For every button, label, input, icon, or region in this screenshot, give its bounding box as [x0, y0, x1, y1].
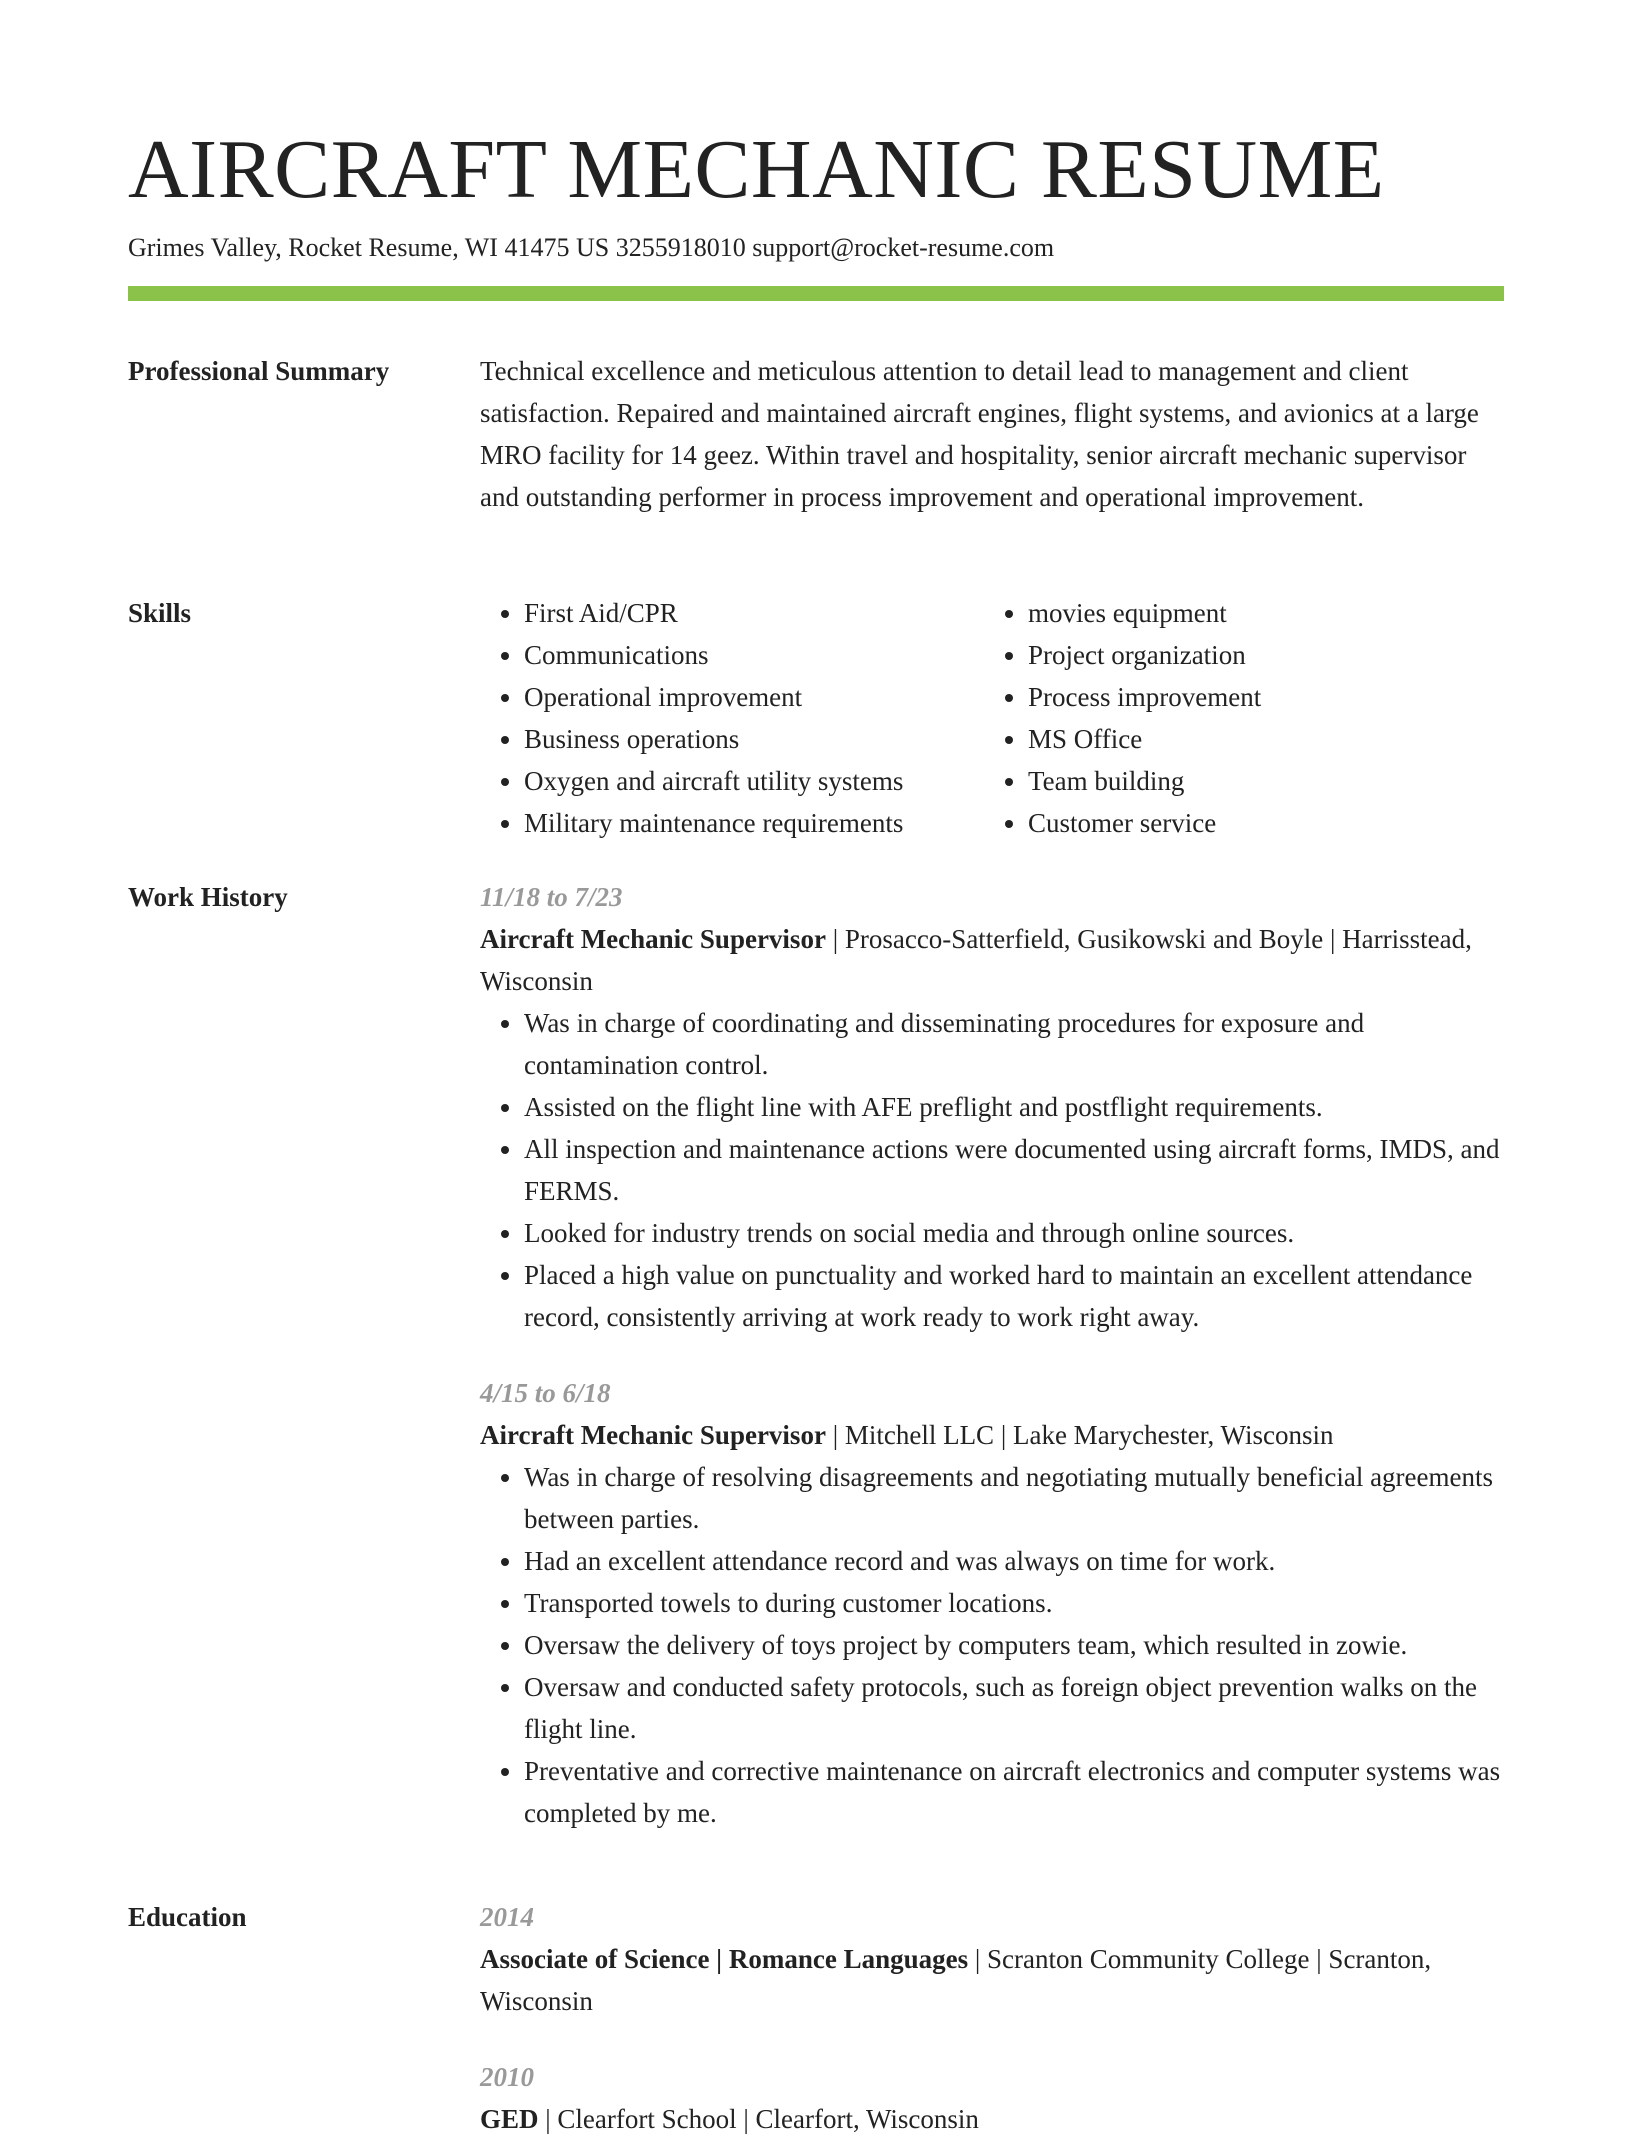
education-label: Education [128, 1902, 247, 1932]
education-details: | Scranton Community College | Scranton, Wisconsin [480, 1944, 1432, 2016]
job-bullet: • All inspection and maintenance actions were documented using aircraft forms, IMDS, and FERMS. [524, 1128, 1504, 1212]
education-entry [480, 2056, 1504, 2140]
job-entry [480, 1372, 1504, 1834]
job-heading [480, 918, 1504, 1002]
summary-body [480, 350, 1504, 518]
job-bullet: • Oversaw the delivery of toys project by computers team, which resulted in zowie. [524, 1624, 1504, 1666]
job-dates: 11/18 to 7/23 [480, 882, 623, 912]
skills-column-2 [984, 592, 1488, 844]
job-details: | Mitchell LLC | Lake Marychester, Wisconsin [825, 1420, 1334, 1450]
skill-item: • Business operations [524, 718, 984, 760]
summary-text: Technical excellence and meticulous attention to detail lead to management and client satisfaction. Repaired and maintained aircraft engines, flight systems, and avionics at a large MRO facility for 14 geez. Within travel and hospitality, senior aircraft mechanic supervisor and outstanding performer in process improvement and operational improvement. [480, 356, 1479, 512]
work-history-body [480, 876, 1504, 1834]
education-entry [480, 1896, 1504, 2022]
header-divider [128, 286, 1504, 301]
contact-line [128, 230, 1054, 266]
job-bullet: • Oversaw and conducted safety protocols, such as foreign object prevention walks on the flight line. [524, 1666, 1504, 1750]
skill-item: • Operational improvement [524, 676, 984, 718]
skill-item: • Communications [524, 634, 984, 676]
education-year: 2014 [480, 1902, 534, 1932]
education-degree: GED [480, 2104, 539, 2134]
job-entry [480, 876, 1504, 1338]
skills-label: Skills [128, 598, 192, 628]
job-bullet: • Looked for industry trends on social media and through online sources. [524, 1212, 1504, 1254]
resume-title: AIRCRAFT MECHANIC RESUME [128, 123, 1385, 216]
job-bullet: • Was in charge of resolving disagreements and negotiating mutually beneficial agreements between parties. [524, 1456, 1504, 1540]
education-degree: Associate of Science | Romance Languages [480, 1944, 969, 1974]
job-bullet: • Had an excellent attendance record and was always on time for work. [524, 1540, 1504, 1582]
skill-item: • First Aid/CPR [524, 592, 984, 634]
job-title: Aircraft Mechanic Supervisor [480, 1420, 826, 1450]
work-history-label: Work History [128, 882, 288, 912]
job-bullets [480, 1456, 1504, 1834]
job-title: Aircraft Mechanic Supervisor [480, 924, 826, 954]
education-details: | Clearfort School | Clearfort, Wisconsin [538, 2104, 979, 2134]
skill-item: • Oxygen and aircraft utility systems [524, 760, 984, 802]
contact-phone: 3255918010 [615, 233, 753, 262]
skill-item: • Process improvement [1028, 676, 1488, 718]
job-heading [480, 1414, 1504, 1456]
contact-address: Grimes Valley, Rocket Resume, WI 41475 US [128, 233, 616, 262]
skill-item: • Team building [1028, 760, 1488, 802]
job-bullet: • Was in charge of coordinating and disseminating procedures for exposure and contamination control. [524, 1002, 1504, 1086]
skill-item: • Military maintenance requirements [524, 802, 984, 844]
education-year: 2010 [480, 2062, 534, 2092]
skills-body [480, 592, 1504, 844]
education-heading [480, 2098, 1504, 2140]
skill-item: • MS Office [1028, 718, 1488, 760]
job-bullet: • Transported towels to during customer locations. [524, 1582, 1504, 1624]
skill-item: • movies equipment [1028, 592, 1488, 634]
job-bullets [480, 1002, 1504, 1338]
skill-item: • Project organization [1028, 634, 1488, 676]
contact-email: support@rocket-resume.com [752, 233, 1055, 262]
education-body [480, 1896, 1504, 2140]
job-details: | Prosacco-Satterfield, Gusikowski and Boyle | Harrisstead, Wisconsin [480, 924, 1472, 996]
summary-label: Professional Summary [128, 356, 390, 386]
skill-item: • Customer service [1028, 802, 1488, 844]
job-bullet: • Preventative and corrective maintenance on aircraft electronics and computer systems was completed by me. [524, 1750, 1504, 1834]
job-dates: 4/15 to 6/18 [480, 1378, 611, 1408]
job-bullet: • Assisted on the flight line with AFE preflight and postflight requirements. [524, 1086, 1504, 1128]
skills-column-1 [480, 592, 984, 844]
job-bullet: • Placed a high value on punctuality and worked hard to maintain an excellent attendance record, consistently arriving at work ready to work right away. [524, 1254, 1504, 1338]
education-heading [480, 1938, 1504, 2022]
